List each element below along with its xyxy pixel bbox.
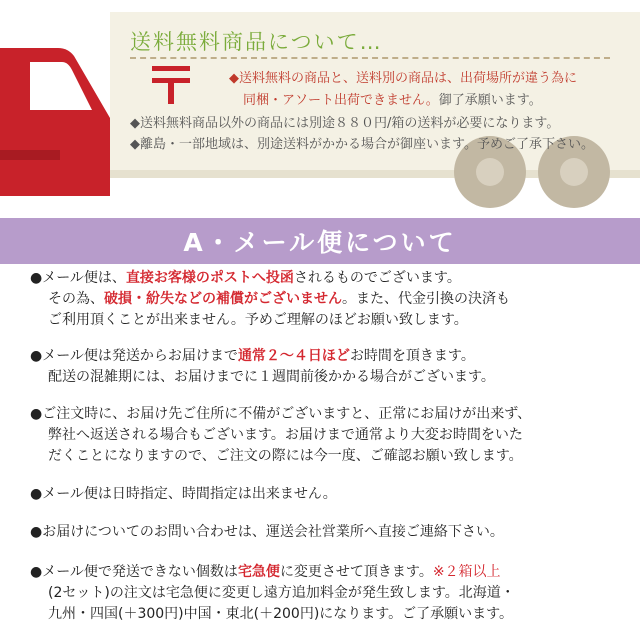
text: ●メール便は発送からお届けまで	[30, 348, 238, 364]
mail-para-inquiry	[30, 522, 504, 543]
shipping-title: 送料無料商品について…	[130, 30, 383, 54]
text: だくことになりますので、ご注文の際には今一度、ご確認お願い致します。	[48, 448, 523, 464]
mail-para-takkyubin	[30, 562, 515, 625]
text: お時間を頂きます。	[349, 348, 475, 364]
text: ●ご注文時に、お届け先ご住所に不備がございますと、正常にお届けが出来ず、	[30, 406, 532, 422]
text: ●お届けについてのお問い合わせは、運送会社営業所へ直接ご連絡下さい。	[30, 524, 504, 540]
shipping-note-separate: ◆送料無料の商品と、送料別の商品は、出荷場所が違う為に	[229, 71, 577, 86]
truck-bumper	[0, 150, 60, 160]
text: 配送の混雑期には、お届けまでに１週間前後かかる場合がございます。	[48, 369, 495, 385]
highlight-text: 破損・紛失などの補償がございません	[104, 291, 342, 307]
mail-service-banner: A・メール便について	[0, 218, 640, 264]
no-bundle-warning: 同梱・アソート出荷できません。	[243, 93, 439, 108]
mail-para-timing	[30, 346, 495, 388]
text: その為、	[48, 291, 104, 307]
text: (2セット)の注文は宅急便に変更し遠方追加料金が発生致します。北海道・	[48, 585, 515, 601]
highlight-text: 宅急便	[237, 564, 280, 580]
text: 弊社へ返送される場合もございます。お届けまで通常より大変お時間をいた	[48, 427, 523, 443]
highlight-text: ※２箱以上	[432, 564, 501, 580]
acknowledge-text: 御了承願います。	[438, 93, 542, 108]
mail-service-details	[0, 264, 640, 640]
text: ●メール便は日時指定、時間指定は出来ません。	[30, 486, 337, 502]
mail-para-address	[30, 404, 531, 467]
divider	[130, 57, 610, 59]
text: 九州・四国(＋300円)中国・東北(＋200円)になります。ご了承願います。	[48, 606, 514, 622]
mail-para-delivery	[30, 268, 510, 331]
highlight-text: 通常２～４日ほど	[237, 348, 350, 364]
text: ●メール便で発送できない個数は	[30, 564, 238, 580]
text: ●メール便は、	[30, 270, 126, 286]
text: されるものでございます。	[293, 270, 461, 286]
shipping-note-fee: ◆送料無料商品以外の商品には別途８８０円/箱の送料が必要になります。	[130, 116, 560, 131]
shipping-note-islands: ◆離島・一部地域は、別途送料がかかる場合が御座います。予めご了承下さい。	[130, 137, 594, 152]
shipping-info-panel	[0, 0, 640, 218]
mail-para-no-time	[30, 484, 337, 505]
highlight-text: 直接お客様のポストへ投函	[125, 270, 294, 286]
text: に変更させて頂きます。	[279, 564, 433, 580]
text: ご利用頂くことが出来ません。予めご理解のほどお願い致します。	[48, 312, 468, 328]
text: 。また、代金引換の決済も	[342, 291, 510, 307]
shipping-note-separate-cont	[243, 92, 542, 110]
